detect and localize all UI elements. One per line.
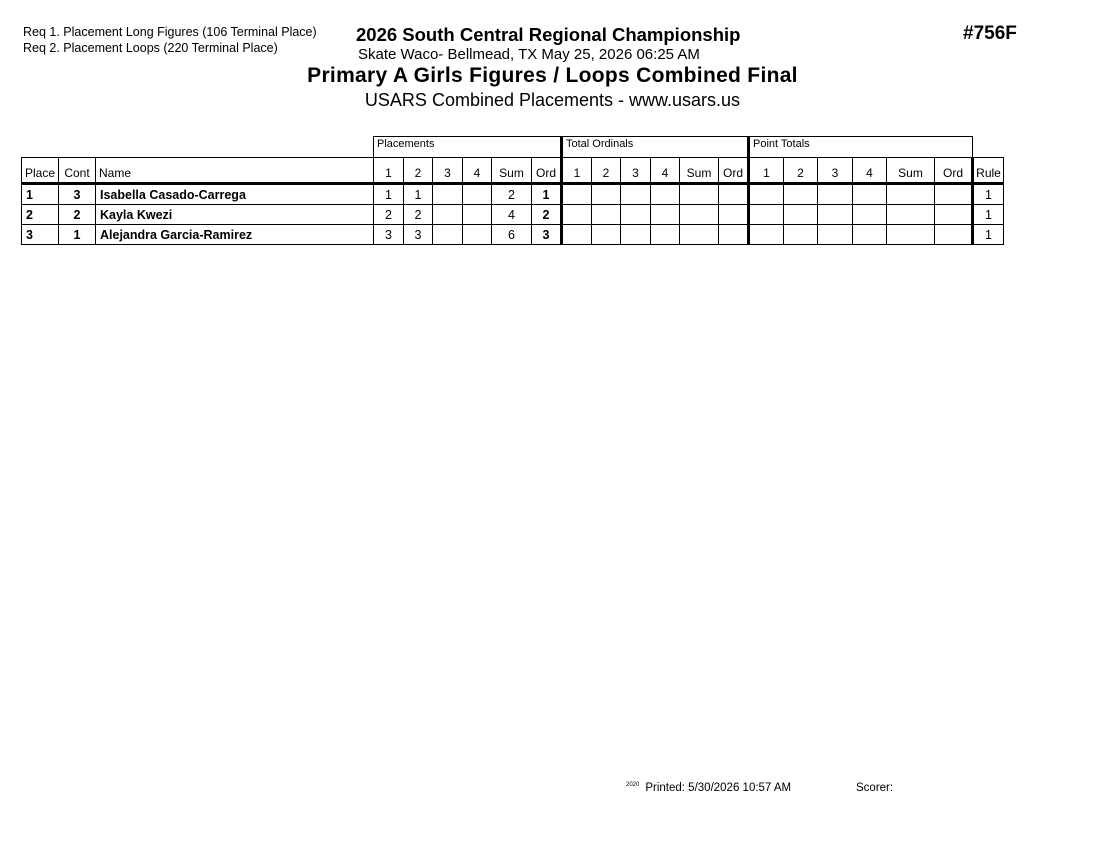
cell-empty bbox=[621, 184, 651, 205]
version-mark: 2020 bbox=[626, 782, 640, 788]
col-placement-2: 2 bbox=[404, 158, 433, 184]
cell-empty bbox=[853, 205, 887, 225]
col-cont: Cont bbox=[59, 158, 96, 184]
cell-empty bbox=[621, 225, 651, 245]
cell-sum: 6 bbox=[492, 225, 532, 245]
cell-p1: 2 bbox=[374, 205, 404, 225]
cell-empty bbox=[935, 205, 973, 225]
cell-place: 1 bbox=[22, 184, 59, 205]
cell-cont: 2 bbox=[59, 205, 96, 225]
cell-empty bbox=[784, 184, 818, 205]
cell-cont: 3 bbox=[59, 184, 96, 205]
cell-empty bbox=[749, 205, 784, 225]
cell-empty bbox=[818, 205, 853, 225]
cell-empty bbox=[887, 205, 935, 225]
col-name: Name bbox=[96, 158, 374, 184]
col-ordinal-3: 3 bbox=[621, 158, 651, 184]
cell-p3 bbox=[433, 225, 463, 245]
cell-ord: 1 bbox=[532, 184, 562, 205]
cell-empty bbox=[784, 205, 818, 225]
cell-name: Isabella Casado-Carrega bbox=[96, 184, 374, 205]
cell-empty bbox=[784, 225, 818, 245]
col-ordinal-4: 4 bbox=[651, 158, 680, 184]
cell-empty bbox=[680, 184, 719, 205]
cell-empty bbox=[680, 205, 719, 225]
cell-p4 bbox=[463, 184, 492, 205]
col-rule: Rule bbox=[973, 158, 1004, 184]
cell-ord: 3 bbox=[532, 225, 562, 245]
col-placement-sum: Sum bbox=[492, 158, 532, 184]
requirement-1: Req 1. Placement Long Figures (106 Terminal Place) bbox=[23, 25, 317, 39]
event-number: #756F bbox=[963, 23, 1017, 44]
table-row bbox=[22, 184, 1004, 205]
col-ordinal-ord: Ord bbox=[719, 158, 749, 184]
cell-empty bbox=[887, 184, 935, 205]
col-place: Place bbox=[22, 158, 59, 184]
cell-empty bbox=[592, 184, 621, 205]
venue-datetime: Skate Waco- Bellmead, TX May 25, 2026 06:25 AM bbox=[358, 46, 700, 63]
cell-empty bbox=[562, 225, 592, 245]
cell-empty bbox=[853, 225, 887, 245]
cell-name: Alejandra Garcia-Ramirez bbox=[96, 225, 374, 245]
printed-footer bbox=[626, 782, 791, 794]
cell-p4 bbox=[463, 225, 492, 245]
scorer-label: Scorer: bbox=[856, 782, 894, 794]
col-ordinal-sum: Sum bbox=[680, 158, 719, 184]
cell-p2: 2 bbox=[404, 205, 433, 225]
col-points-sum: Sum bbox=[887, 158, 935, 184]
subtitle: USARS Combined Placements - www.usars.us bbox=[364, 90, 741, 110]
cell-empty bbox=[592, 205, 621, 225]
cell-rule: 1 bbox=[973, 225, 1004, 245]
group-placements: Placements bbox=[374, 137, 562, 158]
cell-empty bbox=[719, 205, 749, 225]
event-title: 2026 South Central Regional Championship bbox=[356, 24, 741, 45]
results-table bbox=[21, 136, 1004, 245]
cell-place: 2 bbox=[22, 205, 59, 225]
cell-empty bbox=[651, 205, 680, 225]
cell-empty bbox=[853, 184, 887, 205]
cell-empty bbox=[935, 225, 973, 245]
col-points-2: 2 bbox=[784, 158, 818, 184]
cell-rule: 1 bbox=[973, 205, 1004, 225]
cell-p2: 3 bbox=[404, 225, 433, 245]
printed-timestamp: Printed: 5/30/2026 10:57 AM bbox=[645, 782, 792, 794]
group-header-row bbox=[22, 137, 1004, 158]
requirement-2: Req 2. Placement Loops (220 Terminal Place) bbox=[23, 41, 278, 55]
cell-empty bbox=[887, 225, 935, 245]
cell-empty bbox=[562, 205, 592, 225]
cell-empty bbox=[621, 205, 651, 225]
col-ordinal-2: 2 bbox=[592, 158, 621, 184]
col-placement-ord: Ord bbox=[532, 158, 562, 184]
cell-rule: 1 bbox=[973, 184, 1004, 205]
cell-sum: 4 bbox=[492, 205, 532, 225]
cell-p3 bbox=[433, 205, 463, 225]
group-point-totals: Point Totals bbox=[749, 137, 973, 158]
col-ordinal-1: 1 bbox=[562, 158, 592, 184]
col-placement-1: 1 bbox=[374, 158, 404, 184]
competition-title: Primary A Girls Figures / Loops Combined Final bbox=[307, 64, 798, 87]
cell-empty bbox=[818, 184, 853, 205]
cell-sum: 2 bbox=[492, 184, 532, 205]
col-points-3: 3 bbox=[818, 158, 853, 184]
column-header-row bbox=[22, 158, 1004, 184]
table-row bbox=[22, 225, 1004, 245]
col-placement-4: 4 bbox=[463, 158, 492, 184]
cell-ord: 2 bbox=[532, 205, 562, 225]
cell-empty bbox=[818, 225, 853, 245]
cell-p4 bbox=[463, 205, 492, 225]
cell-empty bbox=[935, 184, 973, 205]
col-points-4: 4 bbox=[853, 158, 887, 184]
cell-cont: 1 bbox=[59, 225, 96, 245]
cell-empty bbox=[651, 184, 680, 205]
cell-empty bbox=[749, 184, 784, 205]
cell-p3 bbox=[433, 184, 463, 205]
group-spacer bbox=[22, 137, 374, 158]
cell-place: 3 bbox=[22, 225, 59, 245]
cell-p1: 3 bbox=[374, 225, 404, 245]
cell-empty bbox=[651, 225, 680, 245]
cell-empty bbox=[562, 184, 592, 205]
col-placement-3: 3 bbox=[433, 158, 463, 184]
cell-empty bbox=[719, 225, 749, 245]
cell-empty bbox=[719, 184, 749, 205]
col-points-ord: Ord bbox=[935, 158, 973, 184]
cell-p1: 1 bbox=[374, 184, 404, 205]
cell-p2: 1 bbox=[404, 184, 433, 205]
group-total-ordinals: Total Ordinals bbox=[562, 137, 749, 158]
cell-empty bbox=[680, 225, 719, 245]
cell-name: Kayla Kwezi bbox=[96, 205, 374, 225]
group-spacer-end bbox=[973, 137, 1004, 158]
col-points-1: 1 bbox=[749, 158, 784, 184]
cell-empty bbox=[749, 225, 784, 245]
table-row bbox=[22, 205, 1004, 225]
cell-empty bbox=[592, 225, 621, 245]
